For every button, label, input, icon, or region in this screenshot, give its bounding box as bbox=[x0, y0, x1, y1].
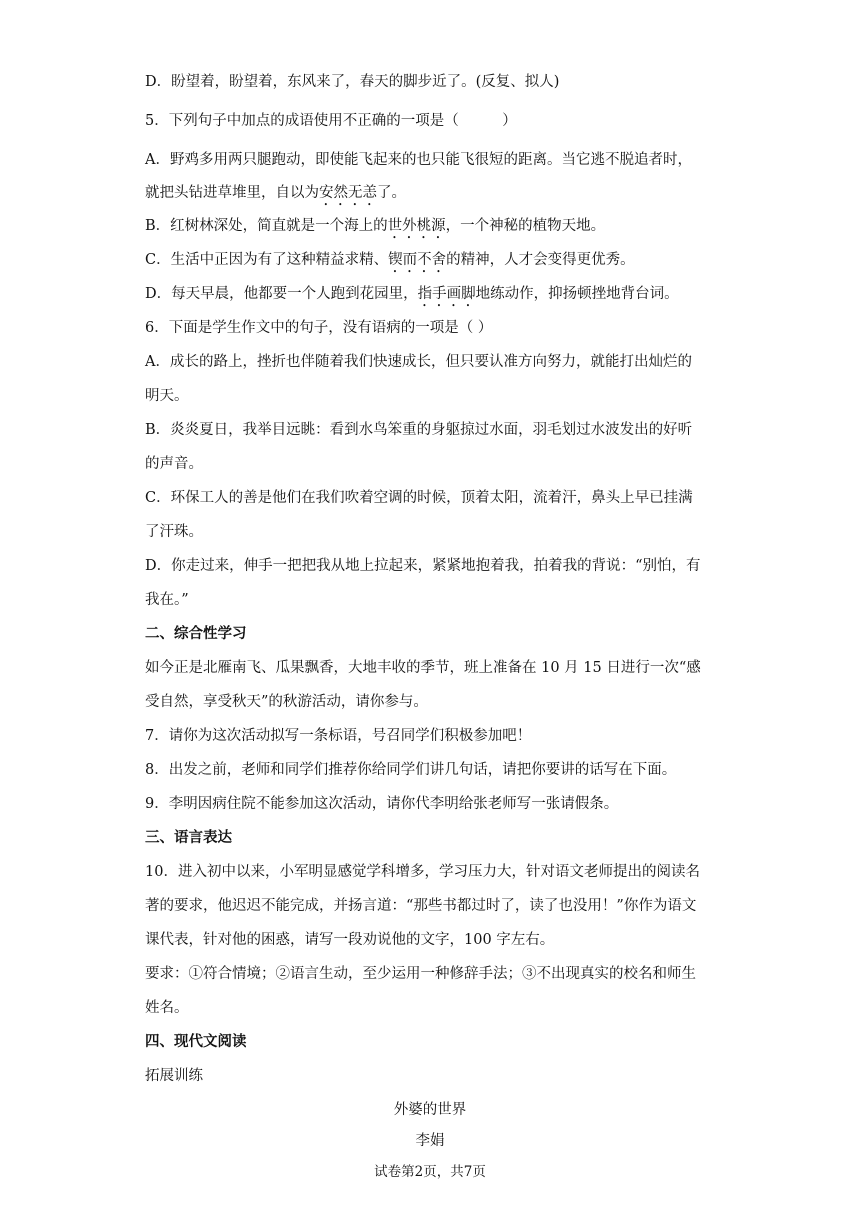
section-2-intro-line1: 如今正是北雁南飞、瓜果飘香，大地丰收的季节，班上准备在 10 月 15 日进行一次“感 bbox=[145, 660, 701, 676]
q6-option-d-line1: D．你走过来，伸手一把把我从地上拉起来，紧紧地抱着我，拍着我的背说：“别怕，有 bbox=[145, 558, 701, 574]
q6-option-c-line2: 了汗珠。 bbox=[145, 524, 203, 540]
q5-option-b: B．红树林深处，简直就是一个海上的世外桃源，一个神秘的植物天地。 bbox=[145, 218, 606, 234]
q6-option-a-line2: 明天。 bbox=[145, 388, 189, 404]
question-10-line2: 著的要求，他迟迟不能完成，并扬言道：“那些书都过时了，读了也没用！”你作为语文 bbox=[145, 898, 697, 914]
question-8: 8．出发之前，老师和同学们推荐你给同学们讲几句话，请把你要讲的话写在下面。 bbox=[145, 762, 677, 778]
q6-option-d-line2: 我在。” bbox=[145, 592, 189, 608]
q5-option-a-line1: A．野鸡多用两只腿跑动，即使能飞起来的也只能飞很短的距离。当它逃不脱追者时， bbox=[145, 152, 692, 168]
emphasized-idiom: 锲而不舍 bbox=[388, 252, 447, 268]
q6-option-a-line1: A．成长的路上，挫折也伴随着我们快速成长，但只要认准方向努力，就能打出灿烂的 bbox=[145, 354, 692, 370]
q10-requirements-line1: 要求：①符合情境；②语言生动，至少运用一种修辞手法；③不出现真实的校名和师生 bbox=[145, 966, 696, 982]
passage-title: 外婆的世界 bbox=[393, 1102, 467, 1118]
q5-option-a-line2: 就把头钻进草堆里，自以为安然无恙了。 bbox=[145, 185, 406, 201]
q5-option-d: D．每天早晨，他都要一个人跑到花园里，指手画脚地练动作，抑扬顿挫地背台词。 bbox=[145, 286, 679, 302]
section-heading-2: 二、综合性学习 bbox=[145, 625, 247, 642]
question-9: 9．李明因病住院不能参加这次活动，请你代李明给张老师写一张请假条。 bbox=[145, 796, 619, 812]
q6-option-c-line1: C．环保工人的善是他们在我们吹着空调的时候，顶着太阳，流着汗，鼻头上早已挂满 bbox=[145, 490, 693, 506]
question-5: 5．下列句子中加点的成语使用不正确的一项是（ ） bbox=[145, 113, 517, 129]
emphasized-idiom: 世外桃源 bbox=[387, 218, 446, 234]
q6-option-b-line1: B．炎炎夏日，我举目远眺：看到水鸟笨重的身躯掠过水面，羽毛划过水波发出的好听 bbox=[145, 422, 693, 438]
q5-option-c: C．生活中正因为有了这种精益求精、锲而不舍的精神，人才会变得更优秀。 bbox=[145, 252, 635, 268]
subsection-label: 拓展训练 bbox=[145, 1068, 203, 1084]
section-heading-3: 三、语言表达 bbox=[145, 829, 232, 846]
question-6: 6．下面是学生作文中的句子，没有语病的一项是（ ） bbox=[145, 320, 493, 336]
emphasized-idiom: 安然无恙 bbox=[319, 185, 377, 201]
question-7: 7．请你为这次活动拟写一条标语，号召同学们积极参加吧！ bbox=[145, 728, 532, 744]
emphasized-idiom: 指手画脚 bbox=[417, 286, 476, 302]
question-10-line3: 课代表，针对他的困惑，请写一段劝说他的文字，100 字左右。 bbox=[145, 932, 555, 948]
q10-requirements-line2: 姓名。 bbox=[145, 1000, 189, 1016]
question-10-line1: 10．进入初中以来，小军明显感觉学科增多，学习压力大，针对语文老师提出的阅读名 bbox=[145, 864, 700, 880]
q6-option-b-line2: 的声音。 bbox=[145, 456, 203, 472]
section-2-intro-line2: 受自然，享受秋天”的秋游活动，请你参与。 bbox=[145, 694, 428, 710]
passage-author: 李娟 bbox=[415, 1133, 445, 1149]
section-heading-4: 四、现代文阅读 bbox=[145, 1033, 247, 1050]
option-d-q4: D．盼望着，盼望着，东风来了，春天的脚步近了。(反复、拟人) bbox=[145, 74, 560, 90]
page-footer: 试卷第2页，共7页 bbox=[374, 1164, 486, 1180]
